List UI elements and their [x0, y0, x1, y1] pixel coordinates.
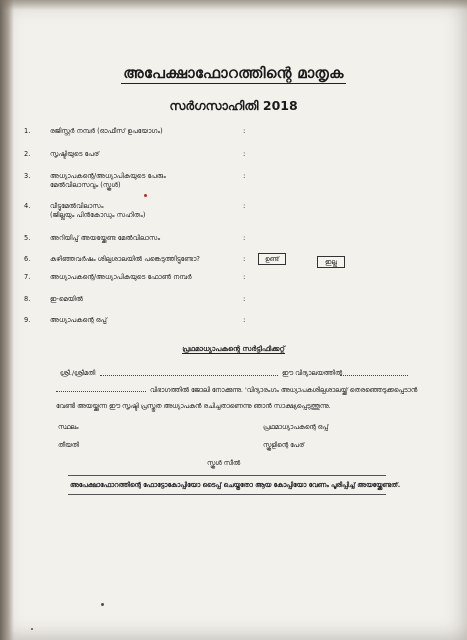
field-colon: :	[243, 150, 246, 158]
field-number: 6.	[24, 255, 31, 263]
field-number: 4.	[24, 202, 31, 210]
field-number: 8.	[24, 295, 31, 303]
name-blank-line[interactable]	[100, 369, 278, 376]
field-number: 5.	[24, 234, 31, 242]
certificate-school-suffix: ഈ വിദ്യാലയത്തിൽ	[282, 369, 343, 377]
field-colon: :	[243, 295, 246, 303]
place-label: സ്ഥലം	[58, 423, 79, 431]
field-label: വീട്ടുമേൽവിലാസം	[50, 202, 104, 210]
field-colon: :	[243, 202, 246, 210]
headmaster-signature-label: പ്രഥമാധ്യാപകന്റെ ഒപ്പ്	[263, 423, 329, 431]
field-label: രജിസ്റ്റർ നമ്പർ (ഓഫീസ് ഉപയോഗം)	[50, 127, 163, 135]
field-colon: :	[243, 316, 246, 324]
field-colon: :	[243, 127, 246, 135]
scan-top-edge	[0, 0, 467, 10]
form-subtitle: സർഗസാഹിതി 2018	[169, 98, 298, 113]
field-label: അധ്യാപകന്റെ/അധ്യാപികയുടെ ഫോൺ നമ്പർ	[50, 273, 192, 281]
scan-shadow-edge	[0, 0, 14, 640]
field-colon: :	[243, 172, 246, 180]
separator-line-bottom	[68, 494, 386, 495]
field-label: കഴിഞ്ഞവർഷം ശില്പശാലയിൽ പങ്കെടുത്തിട്ടുണ്ടോ?	[50, 255, 200, 263]
field-number: 9.	[24, 316, 31, 324]
field-label: (ജില്ലയും പിൻകോഡും സഹിതം)	[50, 211, 146, 219]
section-blank-line[interactable]	[56, 385, 146, 392]
field-number: 1.	[24, 127, 31, 135]
school-name-label: സ്കൂളിന്റെ പേര്	[263, 441, 305, 449]
date-label: തീയതി	[58, 441, 79, 449]
certificate-name-prefix: ശ്രീ./ശ്രീമതി	[60, 369, 96, 377]
footer-note: അപേക്ഷാഫോറത്തിന്റെ ഫോട്ടോകോപ്പിയോ ടൈപ്പ് ചെയ്തതോ ആയ കോപ്പിയോ വേണം പൂരിപ്പിച്ച് അയയ്ക്കേണ്ടത്.	[70, 481, 401, 489]
field-colon: :	[243, 255, 246, 263]
field-label: സൃഷ്ടിയുടെ പേര്	[50, 150, 100, 158]
option-yes-box[interactable]: ഉണ്ട്	[258, 253, 286, 265]
form-title: അപേക്ഷാഫോറത്തിന്റെ മാതൃക	[123, 64, 344, 82]
field-colon: :	[243, 234, 246, 242]
field-label: അധ്യാപകന്റെ/അധ്യാപികയുടെ പേരും	[50, 172, 166, 180]
field-colon: :	[243, 273, 246, 281]
option-no-box[interactable]: ഇല്ല	[317, 256, 345, 268]
ink-speck	[31, 628, 33, 630]
field-label: ഇ-മെയിൽ	[50, 295, 83, 303]
school-seal-label: സ്കൂൾ സീൽ	[207, 459, 241, 467]
field-label: അറിയിപ്പ് അയയ്ക്കേണ്ട മേൽവിലാസം	[50, 234, 161, 242]
field-number: 2.	[24, 150, 31, 158]
field-label: മേൽവിലാസവും (സ്കൂൾ)	[50, 181, 121, 189]
field-label: അധ്യാപകന്റെ ഒപ്പ്	[50, 316, 107, 324]
certificate-line-3: വേണ്ടി അയയ്ക്കുന്ന ഈ സൃഷ്ടി പ്രസ്തുത അധ്യാപകൻ രചിച്ചതാണെന്നു ഞാൻ സാക്ഷ്യപ്പെടുത്തുന്നു.	[56, 402, 331, 410]
field-number: 7.	[24, 273, 31, 281]
field-number: 3.	[24, 172, 31, 180]
ink-speck	[101, 603, 104, 606]
certificate-title: പ്രഥമാധ്യാപകന്റെ സർട്ടിഫിക്കറ്റ്	[182, 345, 285, 353]
ink-speck	[144, 194, 147, 197]
class-blank-line[interactable]	[340, 369, 408, 376]
separator-line-top	[68, 475, 386, 476]
certificate-line-2: വിഭാഗത്തിൽ ജോലി നോക്കുന്നു. 'വിദ്യാരംഗം അധ്യാപകശില്പശാലയ്ക്ക് തെരഞ്ഞെടുക്കപ്പെടാൻ	[150, 386, 418, 394]
